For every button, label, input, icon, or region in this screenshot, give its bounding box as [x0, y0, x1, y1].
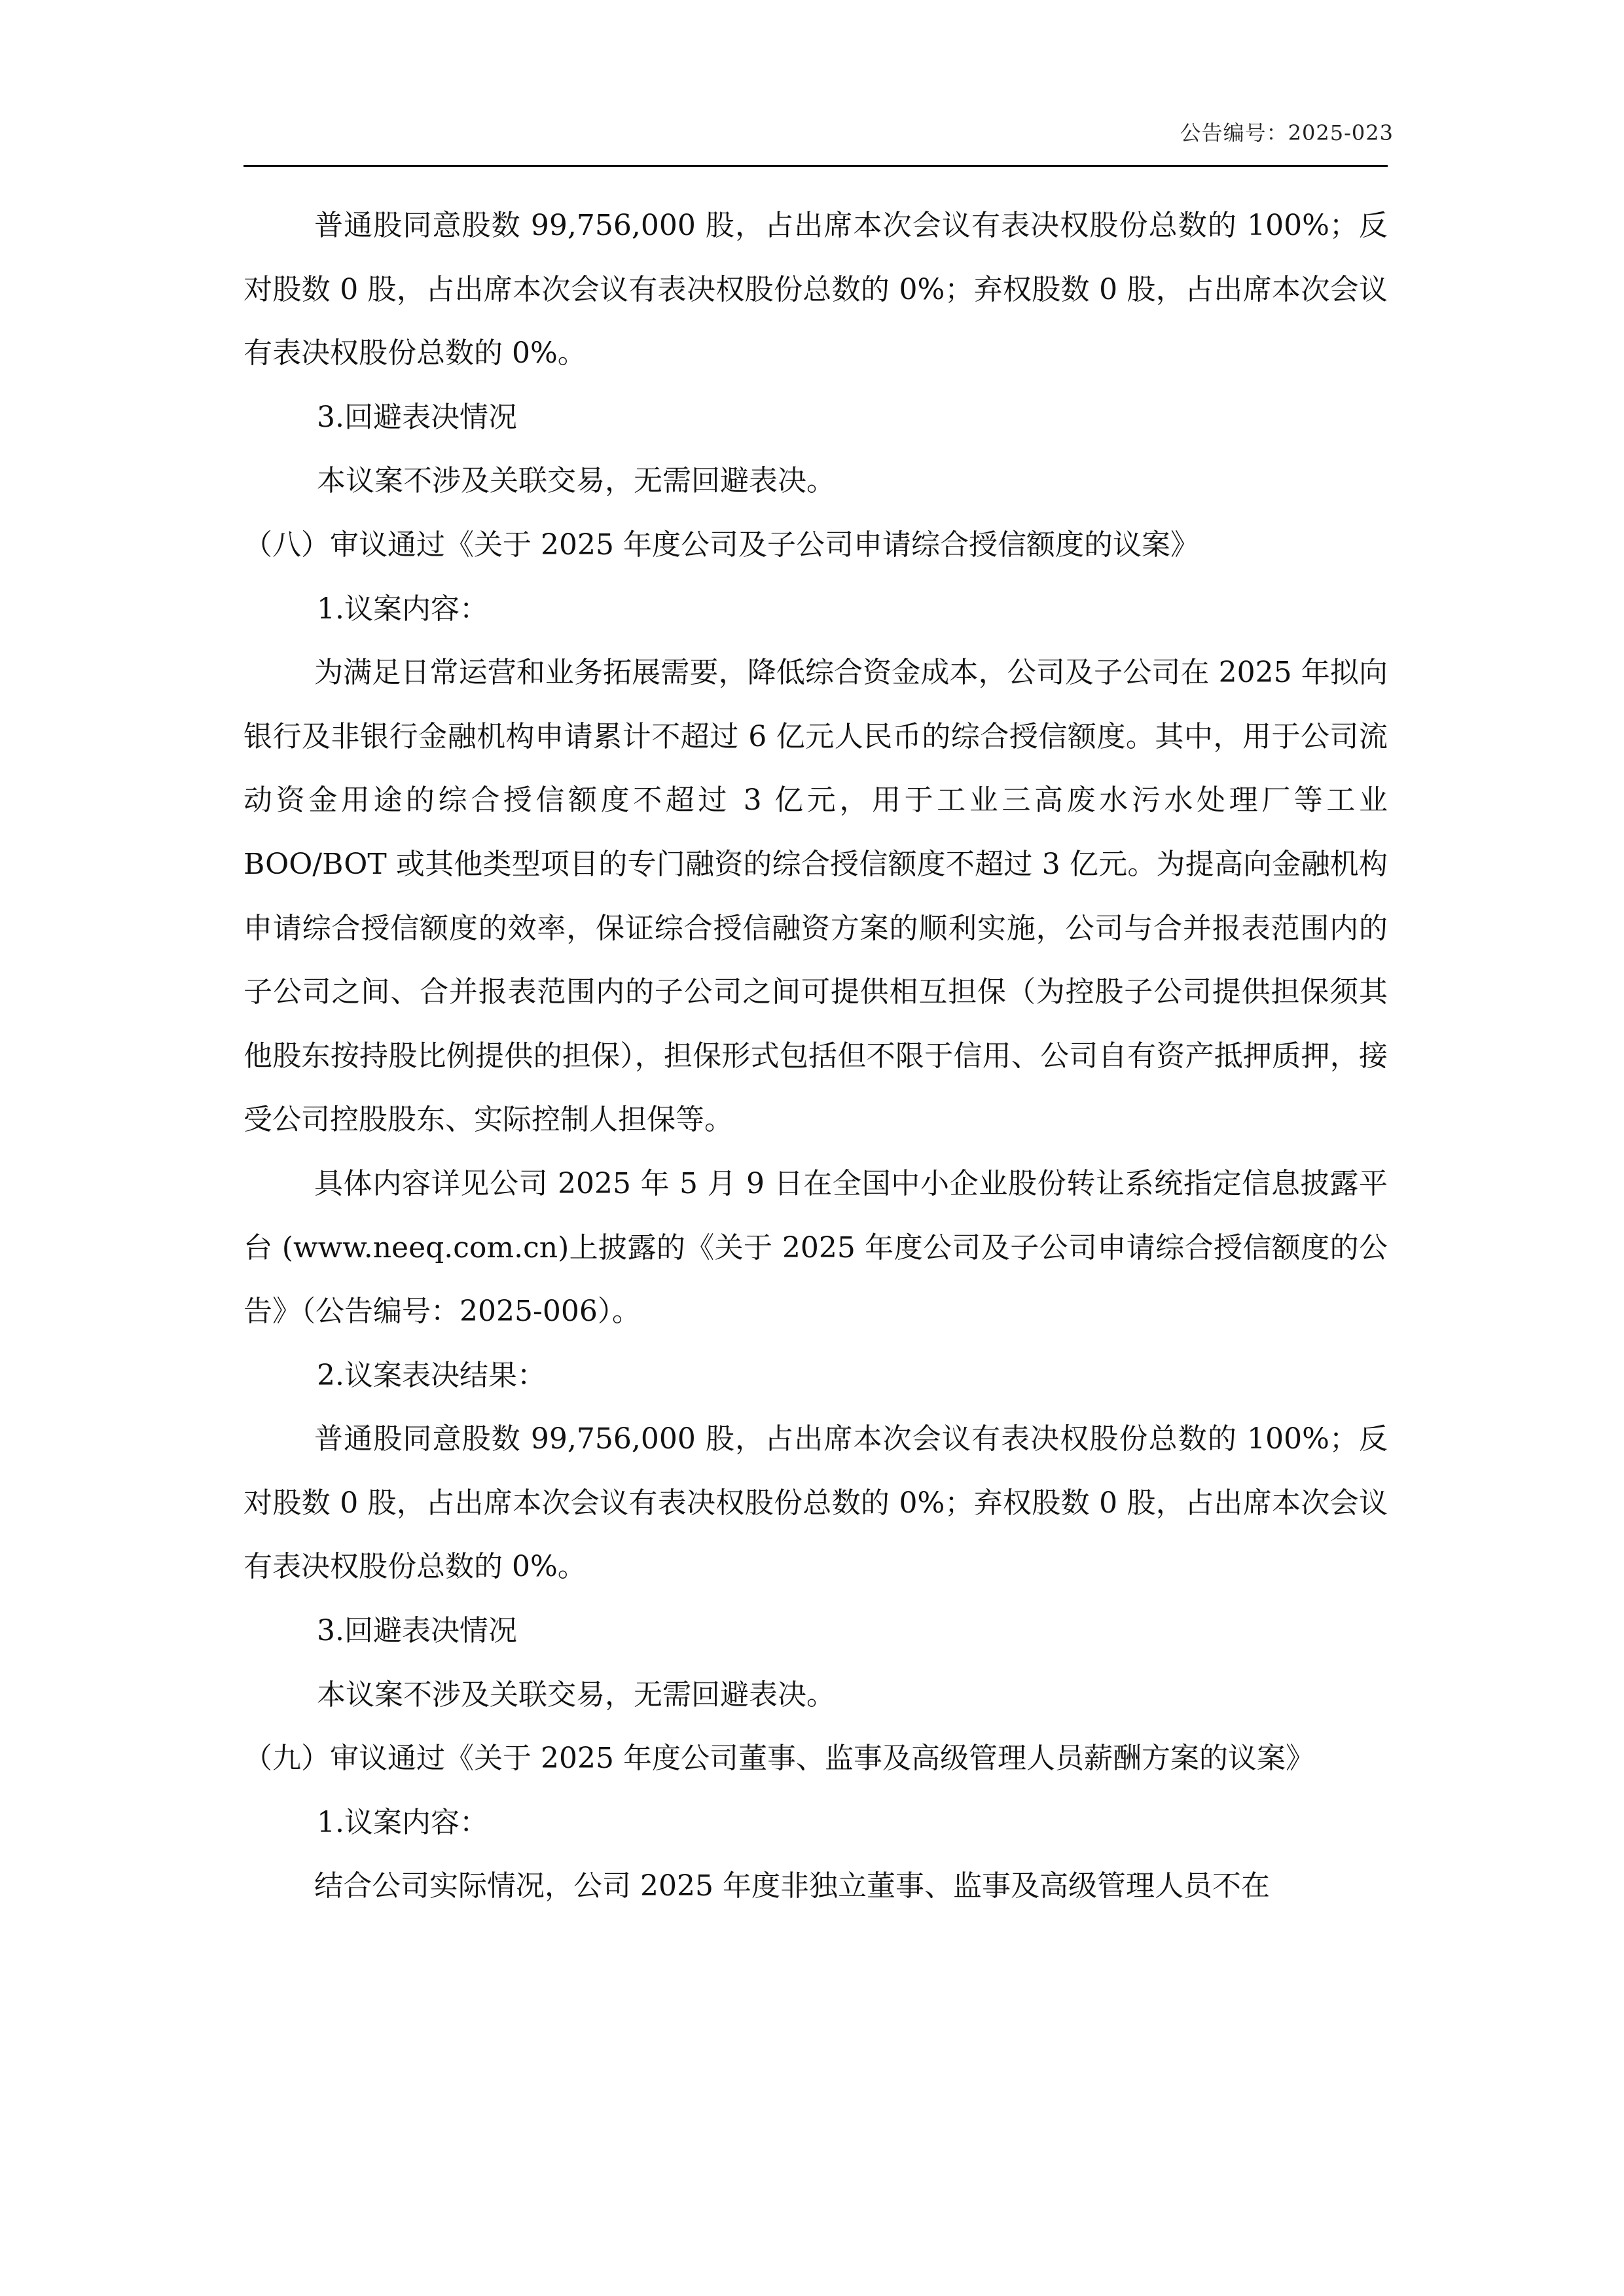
- item-9-title: （九）审议通过《关于 2025 年度公司董事、监事及高级管理人员薪酬方案的议案》: [244, 1742, 1314, 1776]
- avoidance-text: 本议案不涉及关联交易，无需回避表决。: [317, 464, 835, 498]
- item-9-content-heading: 1.议案内容：: [317, 1805, 488, 1839]
- item-8-result-heading: 2.议案表决结果：: [317, 1358, 546, 1392]
- item-9-content: 结合公司实际情况，公司 2025 年度非独立董事、监事及高级管理人员不在: [314, 1869, 1270, 1903]
- vote-result-paragraph: 普通股同意股数 99,756,000 股，占出席本次会议有表决权股份总数的 100%；反对股数 0 股，占出席本次会议有表决权股份总数的 0%；弃权股数 0 股，占出席本次会议有表决权股份总数的 0%。: [244, 209, 1388, 370]
- announcement-number: 公告编号：2025-023: [1180, 120, 1394, 145]
- item-8-result: 普通股同意股数 99,756,000 股，占出席本次会议有表决权股份总数的 100%；反对股数 0 股，占出席本次会议有表决权股份总数的 0%；弃权股数 0 股，占出席本次会议有表决权股份总数的 0%。: [244, 1422, 1388, 1584]
- item-8-content-heading: 1.议案内容：: [317, 592, 488, 626]
- header-divider: [244, 165, 1388, 167]
- avoidance-heading: 3.回避表决情况: [317, 400, 517, 434]
- item-8-title: （八）审议通过《关于 2025 年度公司及子公司申请综合授信额度的议案》: [244, 528, 1199, 562]
- document-body: [244, 194, 1388, 1918]
- item-8-content: 为满足日常运营和业务拓展需要，降低综合资金成本，公司及子公司在 2025 年拟向银行及非银行金融机构申请累计不超过 6 亿元人民币的综合授信额度。其中，用于公司流动资金用途的综合授信额度不超过 3 亿元，用于工业三高废水污水处理厂等工业 BOO/BOT 或其他类型项目的专门融资的综合授信额度不超过 3 亿元。为提高向金融机构申请综合授信额度的效率，保证综合授信融资方案的顺利实施，公司与合并报表范围内的子公司之间、合并报表范围内的子公司之间可提供相互担保（为控股子公司提供担保须其他股东按持股比例提供的担保），担保形式包括但不限于信用、公司自有资产抵押质押，接受公司控股股东、实际控制人担保等。: [244, 656, 1388, 1137]
- item-8-detail: 具体内容详见公司 2025 年 5 月 9 日在全国中小企业股份转让系统指定信息披露平台 (www.neeq.com.cn)上披露的《关于 2025 年度公司及子公司申请综合授信额度的公告》（公告编号：2025-006）。: [244, 1166, 1388, 1329]
- item-8-avoidance-heading: 3.回避表决情况: [317, 1614, 517, 1648]
- item-8-avoidance-text: 本议案不涉及关联交易，无需回避表决。: [317, 1677, 835, 1712]
